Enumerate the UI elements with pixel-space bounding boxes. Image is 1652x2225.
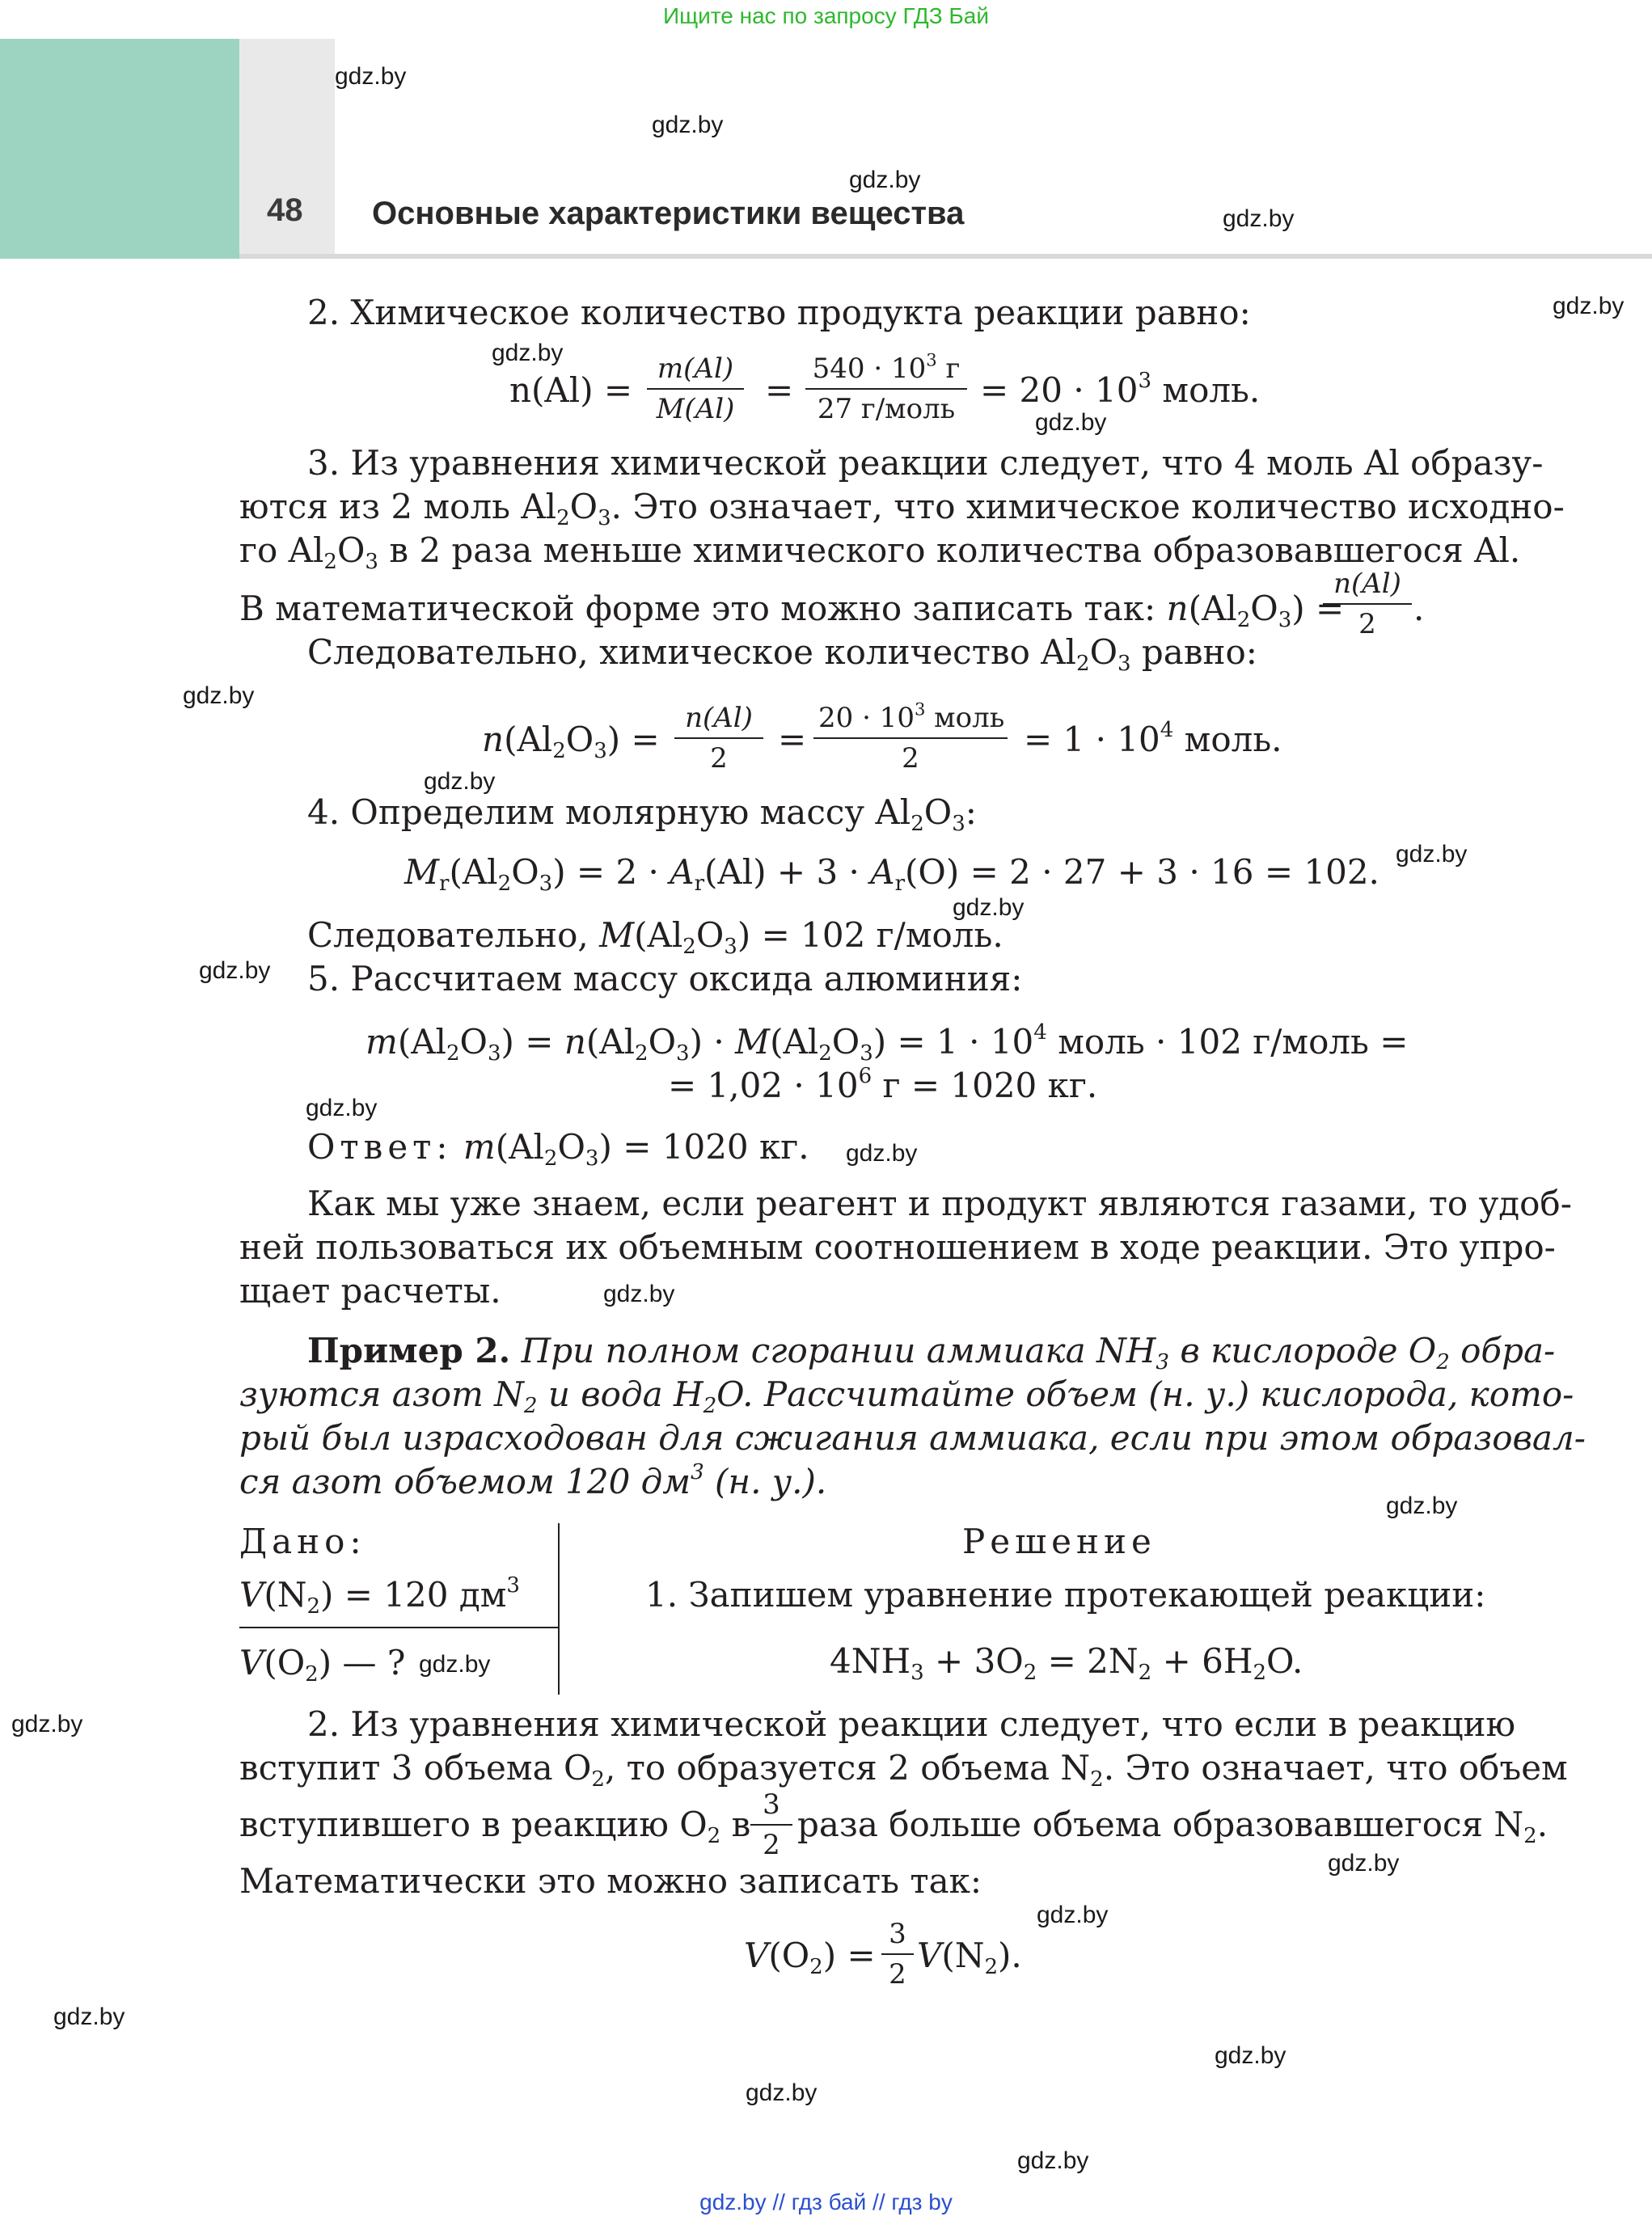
final-eq-rhs: $V(N_2)$. xyxy=(917,1936,1022,1979)
given-heading: Дано: xyxy=(239,1522,366,1561)
step5-equation-line1: $m(Al_2O_3) = n(Al_2O_3) \cdot M(Al_2O_3) = 1 \cdot 10^4$ моль · 102 г/моль = xyxy=(365,1020,1409,1066)
watermark: gdz.by xyxy=(424,768,496,795)
step2-text: 2. Химическое количество продукта реакции равно: xyxy=(307,293,1251,332)
step2-fraction-2: $540 \cdot 10^3$ г 27 г/моль xyxy=(805,353,967,425)
step5-equation-line2: = $1,02 \cdot 10^6$ г = 1020 кг. xyxy=(668,1063,1098,1105)
watermark: gdz.by xyxy=(335,63,407,90)
header-accent-block xyxy=(0,39,239,259)
watermark: gdz.by xyxy=(846,1140,918,1167)
step3-line2: ются из 2 моль $Al_2O_3$. Это означает, что химическое количество исходно- xyxy=(239,487,1565,530)
solution-step1: 1. Запишем уравнение протекающей реакции: xyxy=(645,1575,1486,1615)
watermark: gdz.by xyxy=(1035,409,1107,436)
page-number: 48 xyxy=(267,192,303,228)
watermark: gdz.by xyxy=(183,682,255,709)
step3-line1: 3. Из уравнения химической реакции следует, что 4 моль Al образу- xyxy=(307,443,1544,483)
footer-links[interactable]: gdz.by // гдз бай // гдз by xyxy=(699,2189,953,2214)
watermark: gdz.by xyxy=(492,340,564,366)
step3-line3: го $Al_2O_3$ в 2 раза меньше химического количества образовавшегося Al. xyxy=(239,530,1521,574)
find-item: $V(O_2)$ — ? xyxy=(239,1643,406,1687)
chapter-title: Основные характеристики вещества xyxy=(372,196,965,231)
watermark: gdz.by xyxy=(1553,293,1625,319)
paragraph-line3: щает расчеты. xyxy=(239,1271,501,1311)
step2b-line3a: вступившего в реакцию $O_2$ в xyxy=(239,1805,751,1848)
step4-conclusion: Следовательно, $M(Al_2O_3) = 102$ г/моль. xyxy=(307,915,1003,959)
example2-line2: зуются азот $N_2$ и вода $H_2O$. Рассчитайте объем (н. у.) кислорода, кото- xyxy=(239,1374,1574,1418)
example2-line3: рый был израсходован для сжигания аммиака, если при этом образовал- xyxy=(239,1418,1586,1458)
answer: Ответ: $m(Al_2O_3) = 1020$ кг. xyxy=(307,1127,809,1171)
watermark: gdz.by xyxy=(1215,2042,1287,2069)
watermark: gdz.by xyxy=(1328,1850,1400,1877)
step2b-line3b: раза больше объема образовавшегося $N_2$. xyxy=(797,1805,1548,1848)
header-divider xyxy=(239,254,1652,259)
step2-eq-lhs: n(Al) = xyxy=(509,370,633,410)
step2b-line2: вступит 3 объема $O_2$, то образуется 2 объема $N_2$. Это означает, что объем xyxy=(239,1748,1568,1792)
watermark: gdz.by xyxy=(11,1711,83,1737)
step2-result: = $20 \cdot 10^3$ моль. xyxy=(980,368,1261,410)
period: . xyxy=(1413,589,1425,628)
watermark: gdz.by xyxy=(199,957,271,984)
paragraph-line2: ней пользоваться их объемным соотношением в ходе реакции. Это упро- xyxy=(239,1227,1556,1267)
watermark: gdz.by xyxy=(1396,841,1468,868)
step3-fraction: $\frac{n(Al)}{2}$ xyxy=(1323,568,1412,640)
top-banner[interactable]: Ищите нас по запросу ГДЗ Бай xyxy=(662,3,990,28)
step4-equation: $M_r(Al_2O_3) = 2 \cdot A_r(Al) + 3 \cdot A_r(O) = 2 \cdot 27 + 3 \cdot 16 = 102$. xyxy=(404,852,1379,896)
step2b-line1: 2. Из уравнения химической реакции следует, что если в реакцию xyxy=(307,1704,1516,1744)
example2-line4: ся азот объемом 120 $дм^3$ (н. у.). xyxy=(239,1459,827,1501)
watermark: gdz.by xyxy=(953,894,1025,921)
step5-text: 5. Рассчитаем массу оксида алюминия: xyxy=(307,959,1023,999)
watermark: gdz.by xyxy=(1017,2147,1089,2174)
step3-line4: В математической форме это можно записать так: $n(Al_2O_3)$ = xyxy=(239,589,1345,632)
solution-heading: Решение xyxy=(962,1522,1156,1561)
step3-eq-fraction-1: $\frac{n(Al)}{2}$ xyxy=(674,702,763,775)
watermark: gdz.by xyxy=(652,112,724,138)
watermark: gdz.by xyxy=(603,1281,675,1307)
step2-fraction-1: $\frac{m(Al)}{M(Al)}$ xyxy=(647,353,744,425)
equals-sign: = xyxy=(765,370,794,410)
paragraph-line1: Как мы уже знаем, если реагент и продукт являются газами, то удоб- xyxy=(307,1184,1572,1223)
reaction-equation: $4NH_3 + 3O_2 = 2N_2 + 6H_2O$. xyxy=(830,1641,1303,1685)
given-item: $V(N_2) = 120$ $дм^3$ xyxy=(239,1573,520,1619)
watermark: gdz.by xyxy=(53,2003,125,2030)
step2b-fraction: $\frac{3}{2}$ xyxy=(750,1788,792,1861)
watermark: gdz.by xyxy=(746,2079,818,2106)
example2-line1: Пример 2. При полном сгорании аммиака $NH_3$ в кислороде $O_2$ обра- xyxy=(307,1331,1556,1374)
equals-sign: = xyxy=(778,720,807,759)
step4-text: 4. Определим молярную массу $Al_2O_3$: xyxy=(307,792,977,836)
watermark: gdz.by xyxy=(419,1651,491,1678)
step3-eq-lhs: $n(Al_2O_3)$ = xyxy=(482,720,660,763)
watermark: gdz.by xyxy=(306,1095,378,1121)
step2b-line4: Математически это можно записать так: xyxy=(239,1861,982,1901)
given-solution-divider xyxy=(558,1523,560,1695)
step3-eq-fraction-2: $20 \cdot 10^3$ моль 2 xyxy=(813,702,1008,775)
watermark: gdz.by xyxy=(1037,1902,1109,1928)
watermark: gdz.by xyxy=(849,167,921,193)
given-divider xyxy=(239,1627,558,1628)
final-eq-fraction: $\frac{3}{2}$ xyxy=(881,1918,914,1991)
watermark: gdz.by xyxy=(1223,205,1295,232)
example2-label: Пример 2. xyxy=(307,1331,511,1370)
step3-line5: Следовательно, химическое количество $Al_2O_3$ равно: xyxy=(307,632,1257,676)
watermark: gdz.by xyxy=(1386,1492,1458,1519)
step3-eq-result: = $1 \cdot 10^4$ моль. xyxy=(1024,717,1282,759)
final-eq-lhs: $V(O_2)$ = xyxy=(744,1936,876,1979)
